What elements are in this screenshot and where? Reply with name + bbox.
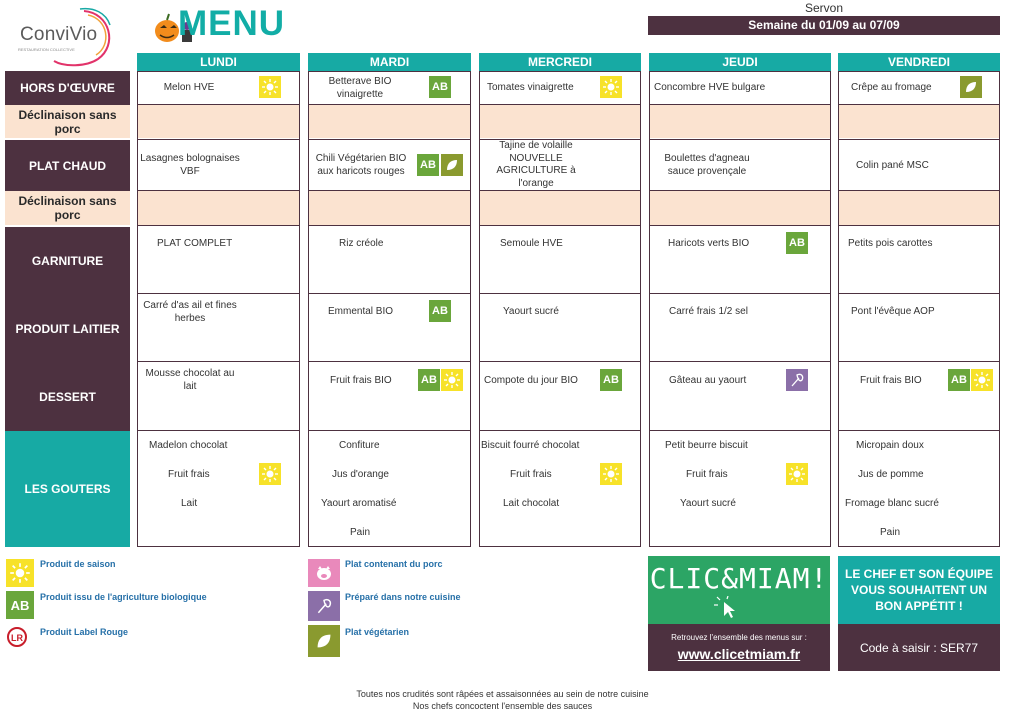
bio-ab-icon: AB bbox=[600, 369, 622, 391]
legend-porc-label: Plat contenant du porc bbox=[345, 559, 443, 569]
menu-item: Betterave BIO vinaigrette bbox=[328, 76, 392, 100]
vegetarian-leaf-icon bbox=[308, 625, 340, 657]
menu-item: Colin pané MSC bbox=[856, 160, 929, 171]
menu-item: Tajine de volaille NOUVELLE AGRICULTURE à l'orange bbox=[496, 140, 576, 189]
sun-icon bbox=[6, 559, 34, 587]
divider bbox=[649, 361, 831, 362]
bio-ab-icon: AB bbox=[786, 232, 808, 254]
row-label-declinaison-2: Déclinaison sans porc bbox=[5, 191, 130, 225]
legend-bio-label: Produit issu de l'agriculture biologique bbox=[40, 592, 207, 602]
sun-icon bbox=[600, 463, 622, 485]
day-header-mercredi: MERCREDI bbox=[479, 53, 641, 71]
menu-title: MENU bbox=[178, 4, 286, 43]
sun-icon bbox=[971, 369, 993, 391]
menu-item: Haricots verts BIO bbox=[668, 238, 750, 249]
divider bbox=[137, 190, 300, 191]
gouter-item: Madelon chocolat bbox=[149, 440, 228, 451]
legend-vegetarien-label: Plat végétarien bbox=[345, 627, 410, 637]
menu-item: Chili Végétarien BIO aux haricots rouges bbox=[315, 153, 407, 177]
gouter-item: Yaourt aromatisé bbox=[321, 498, 397, 509]
divider bbox=[308, 225, 471, 226]
row-label-gouters: LES GOUTERS bbox=[5, 431, 130, 547]
menu-item: PLAT COMPLET bbox=[157, 238, 233, 249]
declinaison-band bbox=[839, 191, 999, 225]
divider bbox=[479, 190, 641, 191]
clicetmiam-url-link[interactable]: www.clicetmiam.fr bbox=[677, 646, 801, 662]
menu-item: Petits pois carottes bbox=[848, 238, 933, 249]
location-label: Servon bbox=[804, 1, 844, 15]
divider bbox=[649, 293, 831, 294]
menu-item: Tomates vinaigrette bbox=[487, 82, 574, 93]
menu-item: Yaourt sucré bbox=[503, 306, 559, 317]
sun-icon bbox=[259, 463, 281, 485]
footer-line-1: Toutes nos crudités sont râpées et assaisonnées au sein de notre cuisine bbox=[356, 689, 649, 699]
sun-icon bbox=[441, 369, 463, 391]
gouter-item: Micropain doux bbox=[856, 440, 924, 451]
whisk-prepared-icon bbox=[786, 369, 808, 391]
gouter-item: Lait chocolat bbox=[503, 498, 560, 509]
divider bbox=[479, 430, 641, 431]
day-header-mardi: MARDI bbox=[308, 53, 471, 71]
bio-ab-icon: AB bbox=[418, 369, 440, 391]
day-header-jeudi: JEUDI bbox=[649, 53, 831, 71]
clicetmiam-banner[interactable] bbox=[648, 556, 830, 624]
declinaison-band bbox=[650, 105, 830, 138]
divider bbox=[479, 225, 641, 226]
divider bbox=[649, 225, 831, 226]
gouter-item: Yaourt sucré bbox=[680, 498, 736, 509]
menu-item: Crêpe au fromage bbox=[851, 82, 932, 93]
legend-saison-label: Produit de saison bbox=[40, 559, 116, 569]
menu-item: Gâteau au yaourt bbox=[669, 375, 747, 386]
divider bbox=[308, 361, 471, 362]
menu-item: Melon HVE bbox=[163, 82, 215, 93]
menu-item: Lasagnes bolognaises VBF bbox=[140, 153, 240, 177]
row-label-plat-chaud: PLAT CHAUD bbox=[5, 140, 130, 191]
menu-item: Mousse chocolat au lait bbox=[145, 368, 235, 392]
sun-icon bbox=[259, 76, 281, 98]
divider bbox=[838, 190, 1000, 191]
row-label-dessert: DESSERT bbox=[5, 363, 130, 431]
row-label-produit-laitier: PRODUIT LAITIER bbox=[5, 295, 130, 363]
divider bbox=[649, 430, 831, 431]
gouter-item: Jus d'orange bbox=[332, 469, 389, 480]
day-header-vendredi: VENDREDI bbox=[838, 53, 1000, 71]
label-rouge-icon bbox=[6, 626, 32, 648]
legend-label-rouge-label: Produit Label Rouge bbox=[40, 627, 129, 637]
row-label-hors-doeuvre: HORS D'ŒUVRE bbox=[5, 71, 130, 105]
declinaison-band bbox=[138, 105, 299, 138]
gouter-item: Confiture bbox=[339, 440, 380, 451]
divider bbox=[137, 104, 300, 105]
logo-tagline: RESTAURATION COLLECTIVE bbox=[18, 47, 75, 52]
declinaison-band bbox=[839, 105, 999, 138]
gouter-item: Fruit frais bbox=[510, 469, 552, 480]
declinaison-band bbox=[480, 191, 640, 225]
divider bbox=[308, 430, 471, 431]
cursor-click-icon bbox=[714, 596, 744, 620]
menu-item: Boulettes d'agneau sauce provençale bbox=[664, 153, 750, 177]
pig-icon bbox=[308, 559, 340, 587]
divider bbox=[838, 139, 1000, 140]
bio-ab-icon: AB bbox=[6, 591, 34, 619]
gouter-item: Biscuit fourré chocolat bbox=[481, 440, 580, 451]
sun-icon bbox=[786, 463, 808, 485]
gouter-item: Jus de pomme bbox=[858, 469, 924, 480]
gouter-item: Petit beurre biscuit bbox=[665, 440, 748, 451]
footer-note bbox=[0, 688, 1005, 712]
logo-text: ConviVio bbox=[20, 24, 98, 45]
menu-item: Carré frais 1/2 sel bbox=[669, 306, 748, 317]
divider bbox=[838, 361, 1000, 362]
divider bbox=[137, 361, 300, 362]
whisk-prepared-icon bbox=[308, 591, 340, 621]
legend-prepare-label: Préparé dans notre cuisine bbox=[345, 592, 461, 602]
menu-item: Semoule HVE bbox=[500, 238, 563, 249]
access-code: Code à saisir : SER77 bbox=[838, 624, 1000, 671]
clicetmiam-retrouvez: Retrouvez l'ensemble des menus sur : bbox=[671, 633, 807, 642]
menu-item: Fruit frais BIO bbox=[330, 375, 392, 386]
menu-item: Pont l'évêque AOP bbox=[851, 306, 935, 317]
declinaison-band bbox=[138, 191, 299, 225]
menu-item: Fruit frais BIO bbox=[860, 375, 922, 386]
bio-ab-icon: AB bbox=[429, 76, 451, 98]
divider bbox=[838, 430, 1000, 431]
vegetarian-leaf-icon bbox=[441, 154, 463, 176]
vegetarian-leaf-icon bbox=[960, 76, 982, 98]
menu-item: Compote du jour BIO bbox=[484, 375, 578, 386]
divider bbox=[308, 190, 471, 191]
declinaison-band bbox=[650, 191, 830, 225]
divider bbox=[838, 293, 1000, 294]
row-label-garniture: GARNITURE bbox=[5, 227, 130, 295]
gouter-item: Fruit frais bbox=[686, 469, 728, 480]
gouter-item: Fromage blanc sucré bbox=[845, 498, 939, 509]
divider bbox=[137, 430, 300, 431]
divider bbox=[649, 139, 831, 140]
divider bbox=[137, 139, 300, 140]
gouter-item: Lait bbox=[181, 498, 198, 509]
chef-message: LE CHEF ET SON ÉQUIPE VOUS SOUHAITENT UN BON APPÉTIT ! bbox=[838, 556, 1000, 624]
week-banner: Semaine du 01/09 au 07/09 bbox=[648, 16, 1000, 35]
menu-item: Concombre HVE bulgare bbox=[654, 82, 766, 93]
divider bbox=[479, 293, 641, 294]
declinaison-band bbox=[309, 191, 470, 225]
divider bbox=[838, 225, 1000, 226]
divider bbox=[137, 293, 300, 294]
row-label-declinaison-1: Déclinaison sans porc bbox=[5, 105, 130, 138]
label-rouge-icon-text: LR bbox=[11, 633, 23, 643]
clicetmiam-info bbox=[648, 624, 830, 671]
declinaison-band bbox=[480, 105, 640, 138]
gouter-item: Fruit frais bbox=[168, 469, 210, 480]
divider bbox=[308, 104, 471, 105]
bio-ab-icon: AB bbox=[948, 369, 970, 391]
divider bbox=[838, 104, 1000, 105]
menu-item: Carré d'as ail et fines herbes bbox=[143, 300, 237, 324]
menu-item: Emmental BIO bbox=[328, 306, 394, 317]
footer-line-2: Nos chefs concoctent l'ensemble des sauces bbox=[412, 701, 593, 711]
gouter-item: Pain bbox=[350, 527, 371, 538]
bio-ab-icon: AB bbox=[429, 300, 451, 322]
clicetmiam-logo: CLIC&MIAM! bbox=[649, 562, 829, 595]
day-header-lundi: LUNDI bbox=[137, 53, 300, 71]
divider bbox=[649, 190, 831, 191]
bio-ab-icon: AB bbox=[417, 154, 439, 176]
menu-item: Riz créole bbox=[339, 238, 384, 249]
sun-icon bbox=[600, 76, 622, 98]
divider bbox=[479, 361, 641, 362]
declinaison-band bbox=[309, 105, 470, 138]
divider bbox=[308, 293, 471, 294]
divider bbox=[308, 139, 471, 140]
divider bbox=[649, 104, 831, 105]
divider bbox=[479, 104, 641, 105]
gouter-item: Pain bbox=[880, 527, 901, 538]
divider bbox=[137, 225, 300, 226]
